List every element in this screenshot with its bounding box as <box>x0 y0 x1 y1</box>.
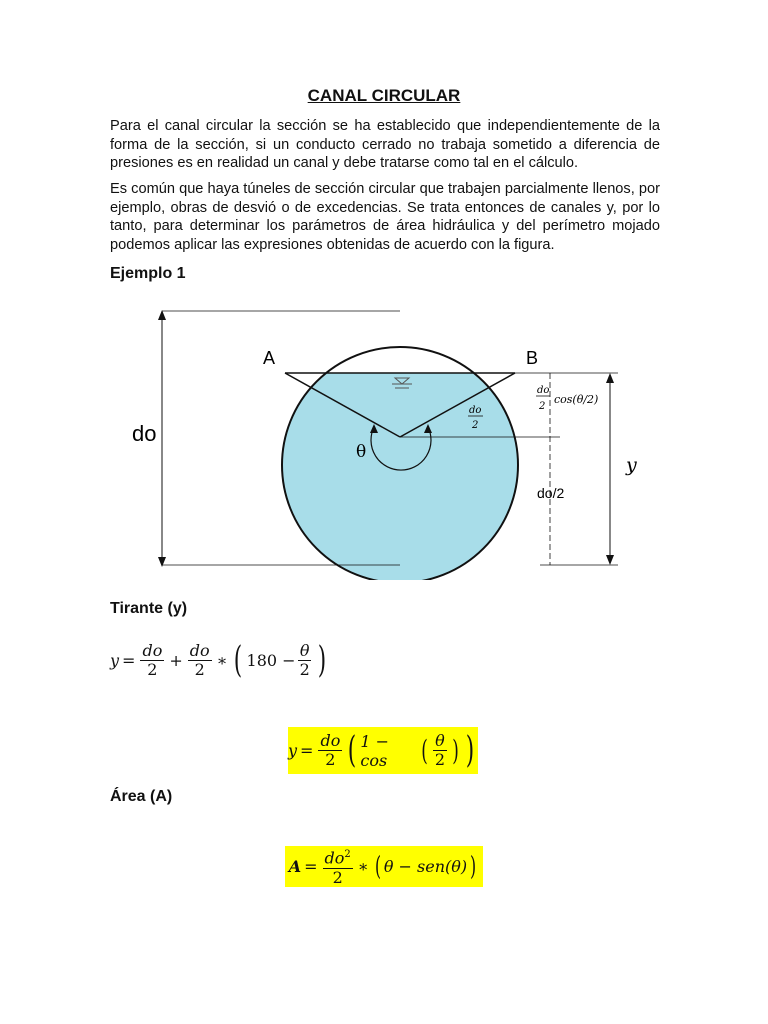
tunnel-paragraph: Es común que haya túneles de sección circular que trabajen parcialmente llenos, por ejemplo, obras de desvió o de excedencias. Se trata entonces de canales y, por lo tanto, para determinar los parámetros de área hidráulica y del perímetro mojado podemos aplicar las expresiones obtenidas de acuerdo con la figura. <box>110 181 660 253</box>
diameter-label: do <box>132 421 157 446</box>
circular-channel-figure <box>110 300 650 580</box>
cos-term: cos(θ/2) <box>554 393 599 406</box>
document-title: CANAL CIRCULAR <box>307 86 461 105</box>
radius-label-num: do <box>469 405 482 416</box>
example-heading: Ejemplo 1 <box>110 265 186 282</box>
depth-label: y <box>626 454 637 476</box>
area-heading: Área (A) <box>110 788 173 805</box>
tirante-result-equation: y = $\frac{do}{2}$ ( 1 − cos ( $\frac{\theta}{2}$ ) ) <box>288 727 478 774</box>
theta-label: θ <box>356 442 367 462</box>
cos-num: do <box>537 385 550 396</box>
tirante-equation: y = $\frac{do}{2}$ + $\frac{do}{2}$ ∗ ( 180 − $\frac{\theta}{2}$ ) <box>110 639 326 681</box>
point-a-label: A <box>263 348 276 368</box>
point-b-label: B <box>526 348 539 368</box>
half-diameter-label: do/2 <box>537 485 565 501</box>
tirante-heading: Tirante (y) <box>110 600 188 617</box>
area-equation: A = $\frac{do^2}{2}$ ∗ ( θ − sen(θ) ) <box>285 846 483 887</box>
intro-paragraph: Para el canal circular la sección se ha establecido que independientemente de la forma de la sección, si un conducto cerrado no trabaja sometido a diferencia de presiones es en realidad un canal y debe tratarse como tal en el cálculo. <box>110 118 660 172</box>
cos-den: 2 <box>539 401 546 412</box>
radius-label-den: 2 <box>472 420 479 431</box>
